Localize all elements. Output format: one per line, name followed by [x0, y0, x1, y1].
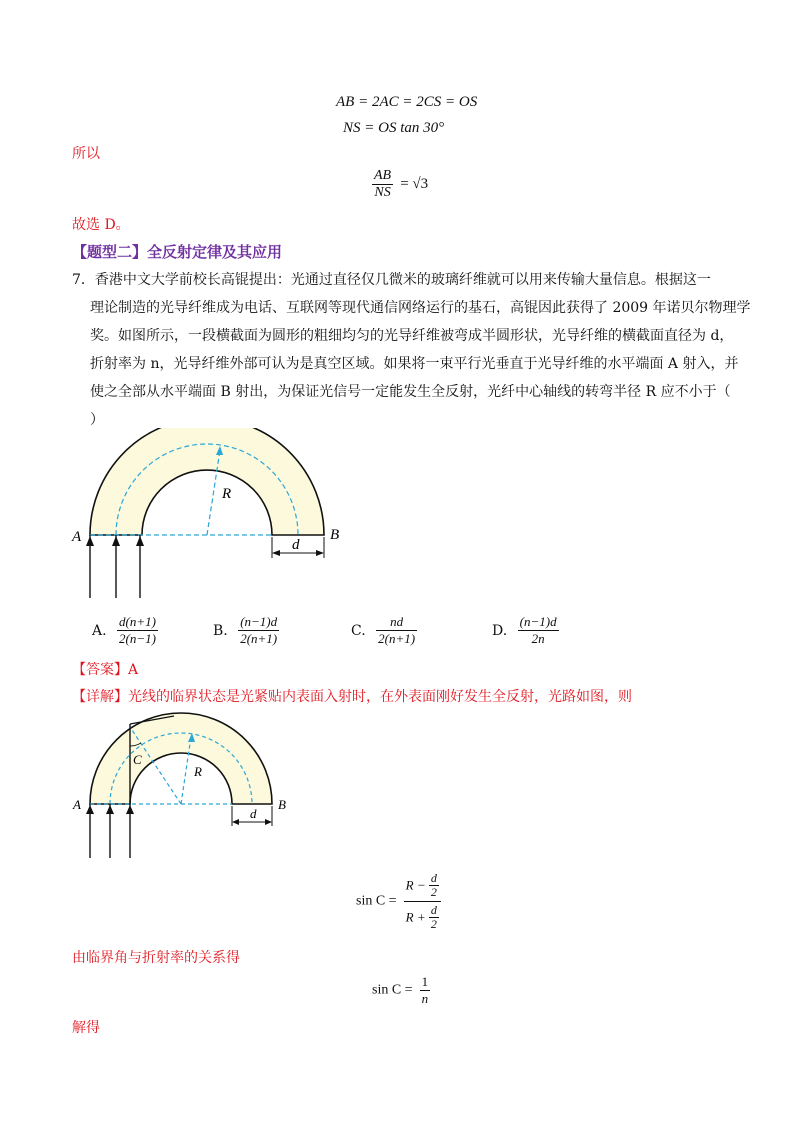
- equation-sinc-ratio: [356, 872, 441, 931]
- label-b: B: [330, 527, 340, 543]
- ray-arrowhead: [126, 805, 134, 814]
- label-b: B: [278, 797, 286, 812]
- num-d: d: [430, 871, 437, 885]
- dim-arrow: [272, 550, 280, 556]
- option-den: 2(n+1): [378, 631, 416, 646]
- sinc2-lhs: sin C =: [372, 982, 413, 998]
- option-label: C.: [351, 622, 366, 639]
- label-r: R: [222, 486, 232, 502]
- fiber-figure-1: [70, 428, 360, 608]
- ray-arrowhead: [86, 536, 94, 546]
- label-a: A: [72, 529, 82, 545]
- option-den: 2(n−1): [119, 631, 156, 646]
- option-den: 2n: [531, 631, 545, 646]
- question-7: [72, 266, 751, 434]
- option-num: nd: [376, 614, 417, 631]
- label-r: R: [194, 764, 202, 779]
- dim-arrow: [316, 550, 324, 556]
- dim-arrow: [232, 819, 239, 825]
- question-line: 使之全部从水平端面 B 射出，为保证光信号一定能发生全反射，光纤中心轴线的转弯半径 R 应不小于（: [90, 384, 731, 400]
- question-line: 奖。如图所示，一段横截面为圆形的粗细均匀的光导纤维被弯成半圆形状，光导纤维的横截面直径为 d，: [90, 328, 734, 344]
- equation-ab-os: AB = 2AC = 2CS = OS: [336, 94, 478, 110]
- question-line: 折射率为 n，光导纤维外部可认为是真空区域。如果将一束平行光垂直于光导纤维的水平端面 A 射入，并: [90, 356, 739, 372]
- label-a: A: [73, 797, 81, 812]
- question-line: ）: [90, 412, 104, 428]
- den-d: d: [430, 903, 437, 917]
- detail-tag: 【详解】: [72, 689, 128, 705]
- fiber-body: [90, 428, 324, 535]
- option-num: (n−1)d: [240, 614, 278, 629]
- option-num: d(n+1): [119, 614, 156, 629]
- sinc2-den: n: [421, 991, 429, 1006]
- text-suoyi: 所以: [72, 146, 100, 162]
- den-r: R +: [405, 909, 426, 925]
- label-d: d: [250, 806, 257, 821]
- section-header: 【题型二】全反射定律及其应用: [72, 243, 283, 261]
- fiber-body: [90, 713, 272, 804]
- answer: 【答案】A: [72, 662, 139, 678]
- option-num: (n−1)d: [519, 614, 557, 629]
- ratio-num: AB: [374, 168, 392, 183]
- text-relation: 由临界角与折射率的关系得: [72, 950, 240, 966]
- option-b[interactable]: [213, 614, 279, 647]
- option-label: D.: [492, 622, 508, 639]
- question-line: 7．香港中文大学前校长高锟提出：光通过直径仅几微米的玻璃纤维就可以用来传输大量信息。根据这一: [72, 272, 711, 288]
- detail-text: 光线的临界状态是光紧贴内表面入射时，在外表面刚好发生全反射，光路如图，则: [128, 689, 632, 705]
- fiber-figure-2: [70, 712, 300, 862]
- equation-ratio: [372, 168, 428, 201]
- num-r: R −: [405, 877, 426, 893]
- sinc-lhs: sin C =: [356, 893, 397, 909]
- ratio-rhs: = √3: [400, 176, 429, 192]
- option-label: B.: [213, 622, 228, 639]
- option-d[interactable]: [492, 614, 559, 647]
- text-solve: 解得: [72, 1020, 100, 1036]
- ratio-den: NS: [374, 185, 391, 200]
- equation-ns-os: NS = OS tan 30°: [343, 120, 445, 136]
- den-two: 2: [430, 917, 437, 931]
- num-two: 2: [430, 885, 437, 899]
- option-a[interactable]: [92, 614, 158, 647]
- detail-line: [72, 683, 632, 711]
- question-line: 理论制造的光导纤维成为电话、互联网等现代通信网络运行的基石，高锟因此获得了 2009 年诺贝尔物理学: [90, 300, 751, 316]
- dim-arrow: [265, 819, 272, 825]
- ray-arrowhead: [136, 536, 144, 546]
- label-c: C: [133, 752, 142, 767]
- option-label: A.: [92, 622, 107, 639]
- option-c[interactable]: [351, 614, 417, 647]
- sinc2-num: 1: [421, 974, 429, 989]
- equation-sinc-1n: [372, 974, 430, 1007]
- ray-arrowhead: [106, 805, 114, 814]
- label-d: d: [292, 537, 300, 553]
- ray-arrowhead: [86, 805, 94, 814]
- option-den: 2(n+1): [240, 631, 278, 646]
- ray-arrowhead: [112, 536, 120, 546]
- text-choose-d: 故选 D。: [72, 217, 130, 233]
